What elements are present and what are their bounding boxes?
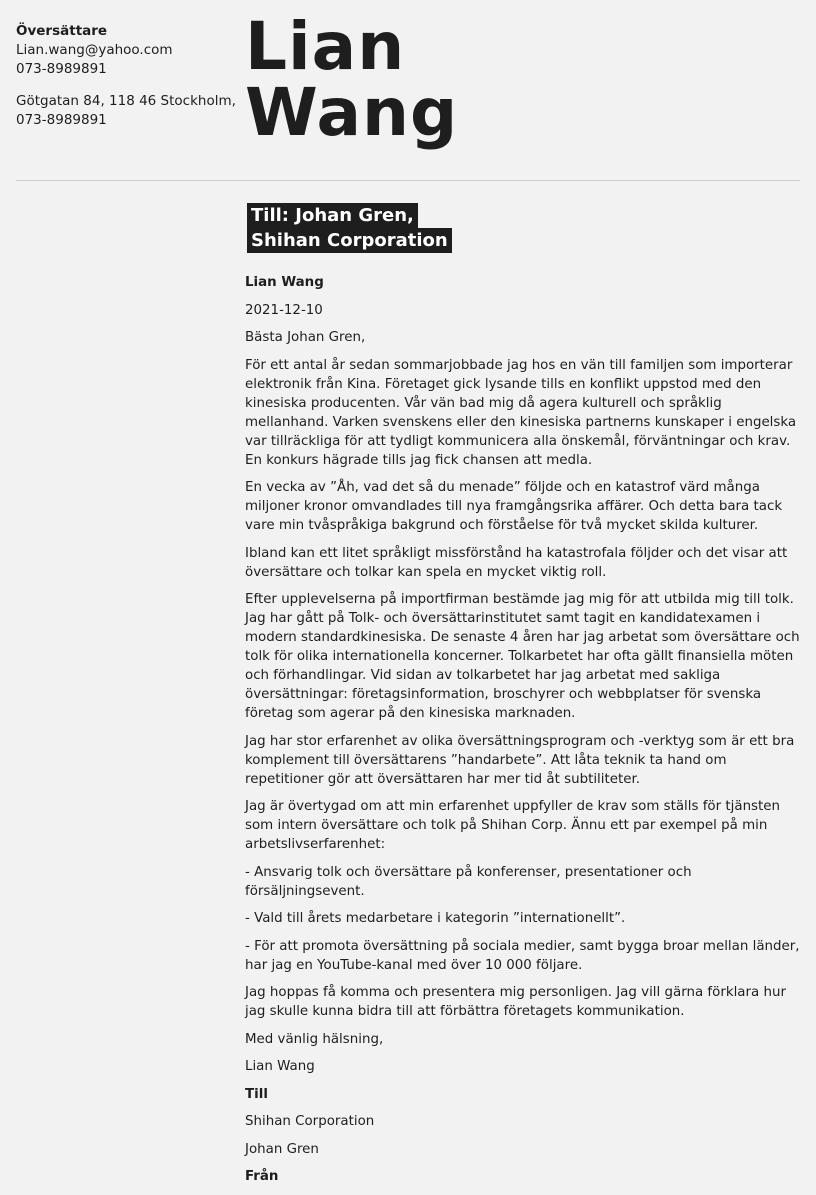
from-label: Från: [245, 1169, 279, 1184]
recipient-line-1: Till: Johan Gren,: [247, 203, 418, 228]
contact-spacer: [16, 79, 241, 92]
list-item: - För att promota översättning på sociala medier, samt bygga broar mellan länder, har jag en YouTube-kanal med över 10 000 följare.: [245, 938, 800, 973]
paragraph-4-line-2: Jag har gått på Tolk- och översättarinstitutet samt tagit en kandidatexamen i modern standardkinesiska. De senaste 4 åren har jag arbetat som översättare och tolk för olika internationella koncerner. Tolkarbetet har ofta gällt finansiella möten och förhandlingar. Vid sidan av tolkarbetet har jag arbetat med sakliga översättningar: företagsinformation, broschyrer och webbplatser för svenska företag som agerar på den kinesiska marknaden.: [245, 611, 800, 721]
address: Götgatan 84, 118 46 Stockholm,: [16, 93, 236, 109]
paragraph-1: För ett antal år sedan sommarjobbade jag hos en vän till familjen som importerar elektronik från Kina. Företaget gick lysande tills en konflikt uppstod med den kinesiska producenten. Vår vän bad mig då agera kulturell och språklig mellanhand. Varken svenskens eller den kinesiska partnerns kunskaper i engelska var tillräckliga för att tydligt kommunicera alla önskemål, förväntningar och krav. En konkurs hägrade tills jag fick chansen att medla.: [245, 357, 797, 468]
list-item: - Ansvarig tolk och översättare på konferenser, presentationer och försäljningsevent.: [245, 864, 692, 899]
recipient-heading: [247, 203, 452, 253]
paragraph-4-line-1: Efter upplevelserna på importfirman bestämde jag mig för att utbilda mig till tolk.: [245, 592, 794, 607]
first-name: Lian: [245, 8, 406, 85]
phone-number: 073-8989891: [16, 61, 107, 77]
sender-name: Lian Wang: [245, 275, 324, 290]
closing: Med vänlig hälsning,: [245, 1031, 384, 1047]
job-title: Översättare: [16, 23, 108, 39]
signature: Lian Wang: [245, 1059, 315, 1074]
contact-block: [16, 22, 241, 130]
header-divider: [16, 180, 800, 181]
applicant-name: [245, 8, 459, 151]
greeting: Bästa Johan Gren,: [245, 330, 366, 345]
to-person: Johan Gren: [245, 1141, 319, 1157]
paragraph-4: [245, 590, 805, 723]
paragraph-2: En vecka av ”Åh, vad det så du menade” följde och en katastrof värd många miljoner kronor omvandlades till nya framgångsrika affärer. Och detta bara tack vare min tvåspråkiga bakgrund och förståelse för två mycket skilda kulturer.: [245, 480, 783, 533]
last-name: Wang: [245, 74, 459, 151]
paragraph-7: Jag hoppas få komma och presentera mig personligen. Jag vill gärna förklara hur jag skulle kunna bidra till att förbättra företagets kommunikation.: [245, 985, 786, 1019]
letter-date: 2021-12-10: [245, 302, 323, 318]
paragraph-3: Ibland kan ett litet språkligt missförstånd ha katastrofala följder och det visar att översättare och tolkar kan spela en mycket viktig roll.: [245, 545, 788, 580]
letter-body: [245, 273, 805, 1195]
email-link[interactable]: Lian.wang@yahoo.com: [16, 42, 173, 58]
paragraph-5: Jag har stor erfarenhet av olika översättningsprogram och -verktyg som är ett bra komplement till översättarens ”handarbete”. Att låta teknik ta hand om repetitioner gör att översättaren har mer tid åt subtiliteter.: [245, 733, 795, 787]
paragraph-6: Jag är övertygad om att min erfarenhet uppfyller de krav som ställs för tjänsten som intern översättare och tolk på Shihan Corp. Ännu ett par exempel på min arbetslivserfarenhet:: [245, 799, 781, 852]
list-item: - Vald till årets medarbetare i kategorin ”internationellt”.: [245, 911, 626, 926]
recipient-line-2: Shihan Corporation: [247, 228, 452, 253]
phone-number-secondary: 073-8989891: [16, 112, 107, 128]
to-label: Till: [245, 1086, 268, 1102]
to-company: Shihan Corporation: [245, 1114, 375, 1129]
